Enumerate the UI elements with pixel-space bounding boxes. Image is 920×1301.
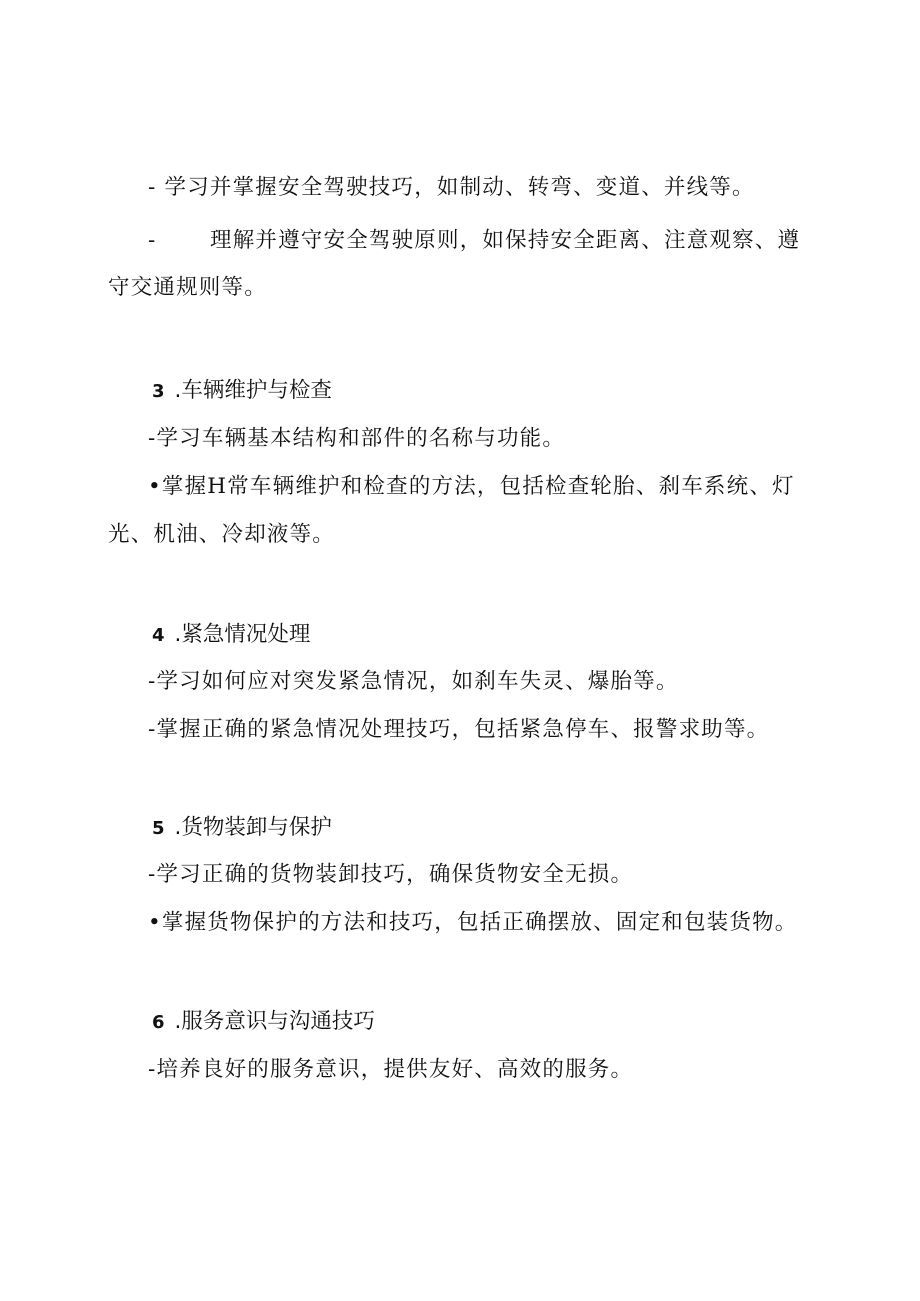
bullet-cargo-protection: •掌握货物保护的方法和技巧，包括正确摆放、固定和包装货物。 xyxy=(148,910,798,935)
bullet-continuation: 守交通规则等。 xyxy=(108,275,267,300)
bullet-vehicle-structure: -学习车辆基本结构和部件的名称与功能。 xyxy=(148,426,566,451)
bullet-continuation: 光、机油、冷却液等。 xyxy=(108,522,336,547)
bullet-service-awareness: -培养良好的服务意识，提供友好、高效的服务。 xyxy=(148,1057,634,1082)
section-number: 4 xyxy=(152,625,165,646)
bullet-emergency-techniques: -掌握正确的紧急情况处理技巧，包括紧急停车、报警求助等。 xyxy=(148,717,770,742)
bullet-cargo-handling: -学习正确的货物装卸技巧，确保货物安全无损。 xyxy=(148,862,634,887)
section-title: .货物装卸与保护 xyxy=(174,815,332,840)
section-heading-cargo xyxy=(152,813,332,844)
bullet-vehicle-maintenance-methods: •掌握H常车辆维护和检查的方法，包括检查轮胎、刹车系统、灯 xyxy=(148,474,795,499)
section-title: .车辆维护与检查 xyxy=(174,378,332,403)
section-number: 5 xyxy=(152,818,165,839)
bullet-dash: - xyxy=(148,228,157,253)
section-title: .服务意识与沟通技巧 xyxy=(174,1009,375,1034)
section-title: .紧急情况处理 xyxy=(174,622,311,647)
bullet-safe-driving-principles xyxy=(148,226,800,256)
bullet-safe-driving-skills: - 学习并掌握安全驾驶技巧，如制动、转弯、变道、并线等。 xyxy=(148,175,755,200)
section-number: 6 xyxy=(152,1012,165,1033)
section-heading-emergency xyxy=(152,620,310,651)
section-heading-service xyxy=(152,1007,375,1038)
section-heading-vehicle-maintenance xyxy=(152,376,332,407)
bullet-text: 理解并遵守安全驾驶原则，如保持安全距离、注意观察、遵 xyxy=(210,228,801,253)
section-number: 3 xyxy=(152,381,165,402)
bullet-emergency-response: -学习如何应对突发紧急情况，如刹车失灵、爆胎等。 xyxy=(148,669,679,694)
